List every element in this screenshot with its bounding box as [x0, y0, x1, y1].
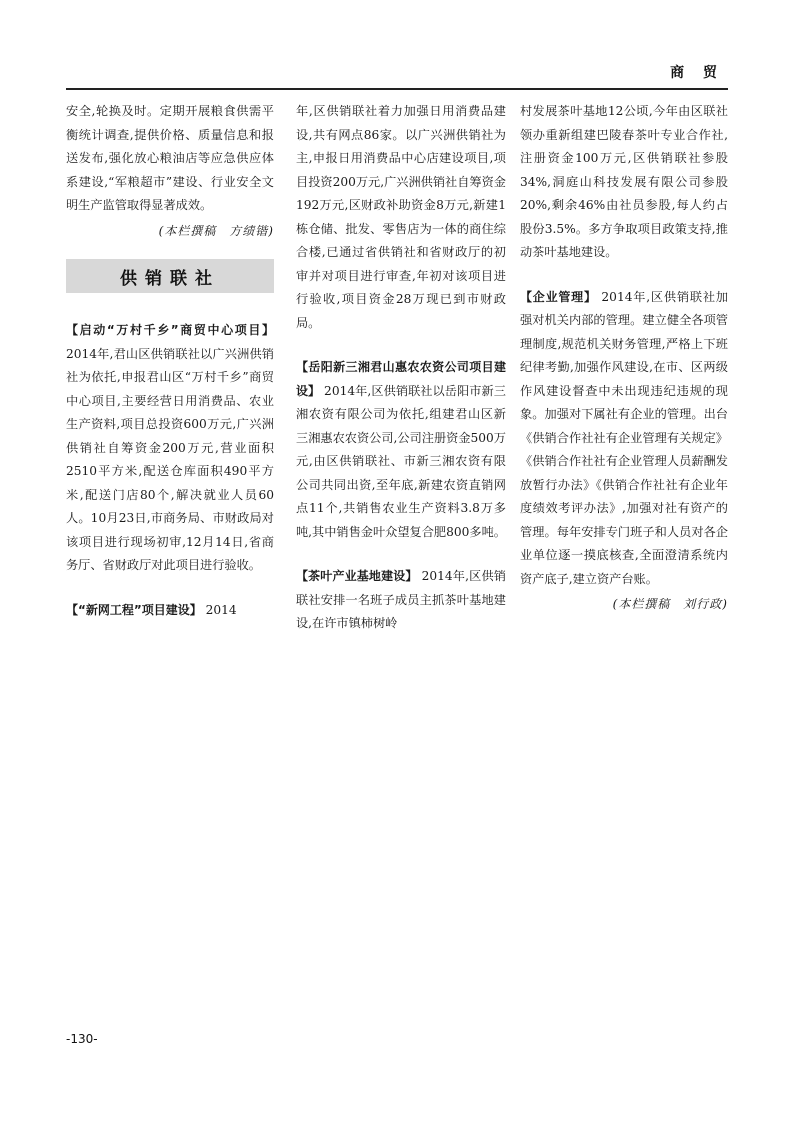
section-title: 供销联社	[120, 268, 220, 289]
entry-heading: 【启动“万村千乡”商贸中心项目】	[66, 323, 274, 337]
running-header	[66, 62, 728, 92]
paragraph: 安全,轮换及时。定期开展粮食供需平衡统计调查,提供价格、质量信息和报送发布,强化放心粮油店等应急供应体系建设,“军粮超市”建设、行业安全文明生产监管取得显著成效。	[66, 104, 274, 212]
entry-body: 2014年,区供销联社加强对机关内部的管理。建立健全各项管理制度,规范机关财务管理,严格上下班纪律考勤,加强作风建设,在市、区两级作风建设督查中未出现违纪违规的现象。加强对下属社有企业的管理。出台《供销合作社社有企业管理有关规定》《供销合作社社有企业管理人员薪酬发放暂行办法》《供销合作社社有企业年度绩效考评办法》,加强对社有资产的管理。每年安排专门班子和人员对各企业单位逐一摸底核查,全面澄清系统内资产底子,建立资产台账。	[520, 289, 728, 586]
header-rule	[66, 88, 728, 90]
entry-heading: 【茶叶产业基地建设】	[296, 569, 418, 583]
entry-paragraph	[296, 565, 506, 636]
entry-paragraph	[520, 286, 728, 592]
entry-heading: 【岳阳新三湘君山惠农农资公司项目建设】	[296, 360, 506, 398]
header-title: 商 贸	[670, 65, 724, 81]
entry-body: 2014年,区供销联社安排一名班子成员主抓茶叶基地建设,在许市镇柿树岭	[296, 569, 506, 630]
column-2	[296, 100, 506, 636]
author-signature: (本栏撰稿 方绩锴)	[158, 223, 274, 238]
entry-body: 2014年,区供销联社以岳阳市新三湘农资有限公司为依托,组建君山区新三湘惠农农资公司,公司注册资金500万元,由区供销联社、市新三湘农资有限公司共同出资,至年底,新建农资直销网点11个,共销售农业生产资料3.8万多吨,其中销售金叶众望复合肥800多吨。	[296, 383, 506, 539]
entry-heading: 【“新网工程”项目建设】	[66, 602, 202, 617]
entry-paragraph	[66, 319, 274, 578]
entry-paragraph	[66, 599, 274, 623]
page-number: -130-	[66, 1032, 98, 1046]
paragraph: 年,区供销联社着力加强日用消费品建设,共有网点86家。以广兴洲供销社为主,申报日用消费品中心店建设项目,项目投资200万元,广兴洲供销社自筹资金192万元,区财政补助资金8万元,新建1栋仓储、批发、零售店为一体的商住综合楼,已通过省供销社和省财政厅的初审并对项目进行审查,年初对该项目进行验收,项目资金28万现已到市财政局。	[296, 104, 506, 330]
author-signature: (本栏撰稿 刘行政)	[612, 597, 728, 611]
entry-body: 2014年,君山区供销联社以广兴洲供销社为依托,申报君山区“万村千乡”商贸中心项目,主要经营日用消费品、农业生产资料,项目总投资600万元,广兴洲供销社自筹资金200万元,营业面积2510平方米,配送仓库面积490平方米,配送门店80个,解决就业人员60人。10月23日,市商务局、市财政局对该项目进行现场初审,12月14日,省商务厅、省财政厅对此项目进行验收。	[66, 346, 274, 572]
column-3	[520, 100, 728, 617]
entry-heading: 【企业管理】	[520, 289, 597, 304]
paragraph: 村发展茶叶基地12公顷,今年由区联社领办重新组建巴陵春茶叶专业合作社,注册资金100万元,区供销联社参股34%,洞庭山科技发展有限公司参股20%,剩余46%由社员参股,每人约占股份3.5%。多方争取项目政策支持,推动茶叶基地建设。	[520, 104, 728, 259]
entry-body: 2014	[201, 602, 237, 617]
section-banner	[66, 259, 274, 293]
column-1	[66, 100, 274, 622]
entry-paragraph	[296, 356, 506, 544]
